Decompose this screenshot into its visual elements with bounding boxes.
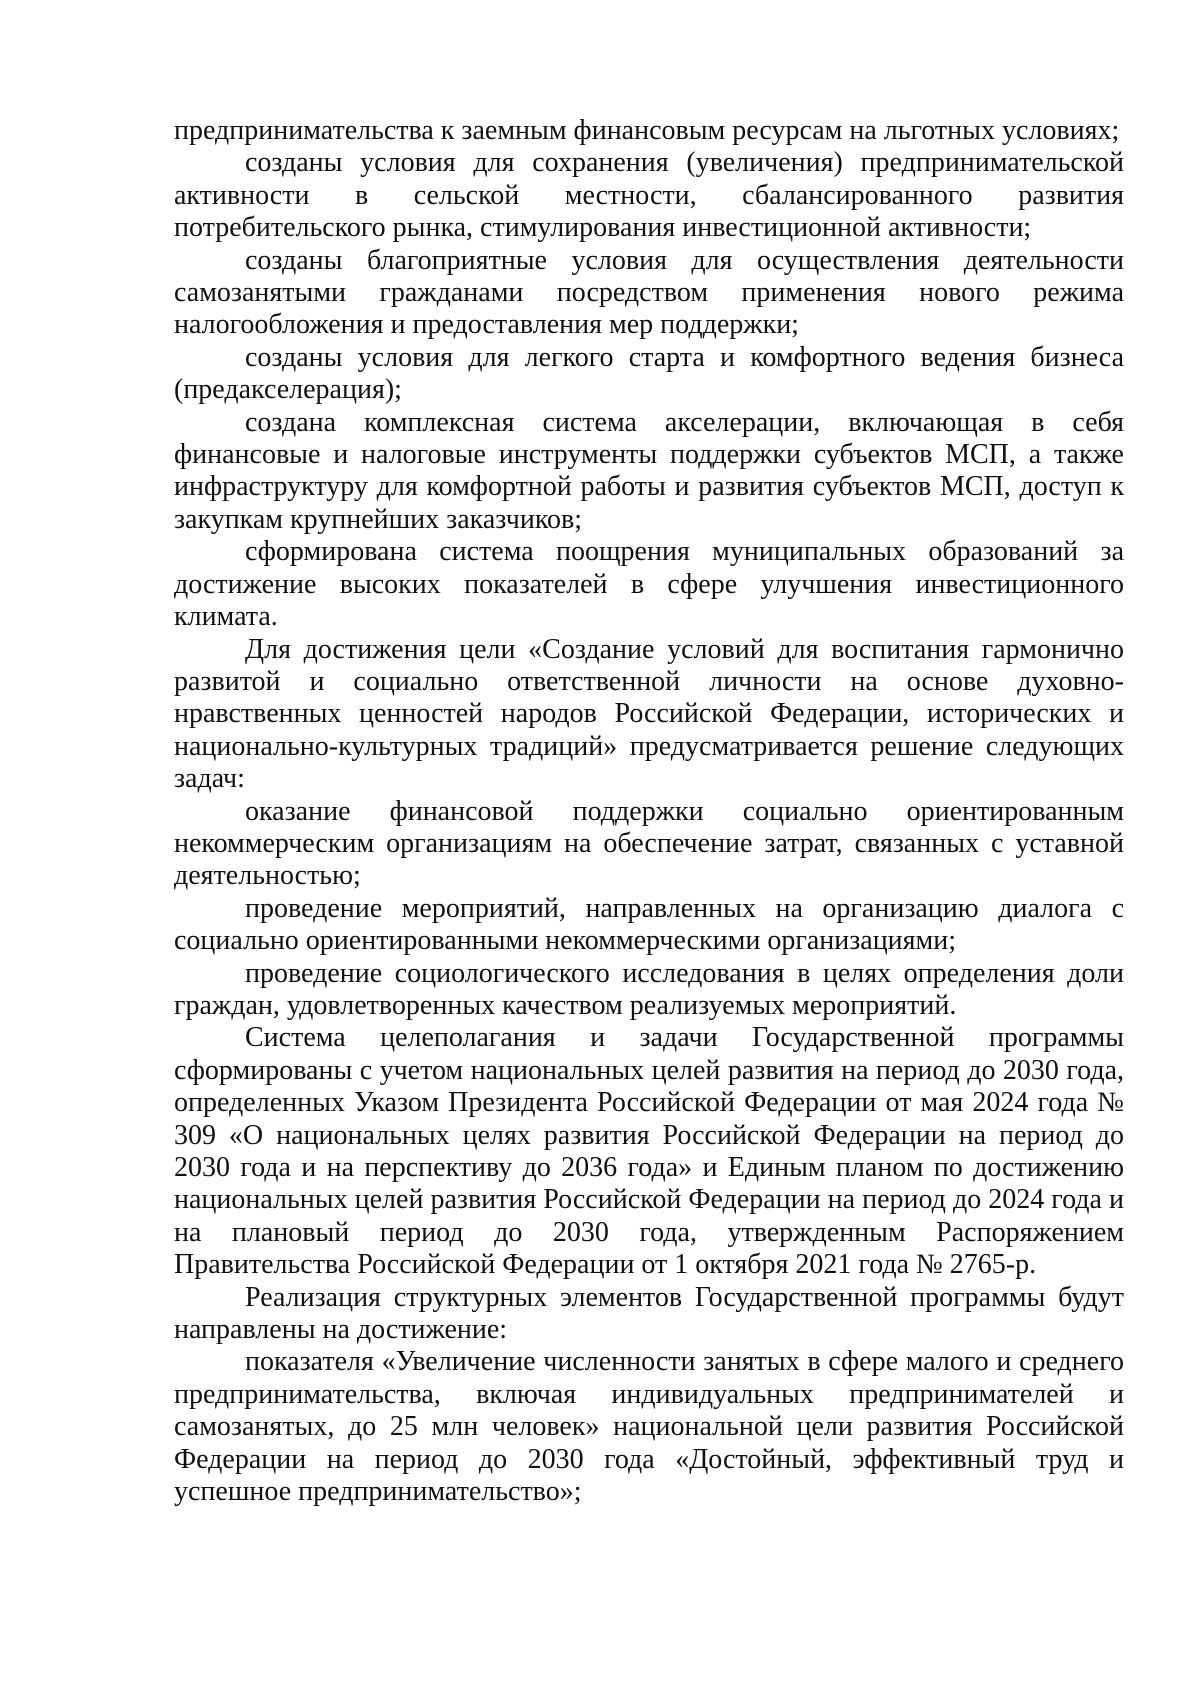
paragraph: оказание финансовой поддержки социально ориентированным некоммерческим организациям на обеспечение затрат, связанных с уставной деятельностью; (174, 795, 1124, 892)
paragraph: созданы условия для легкого старта и комфортного ведения бизнеса (предакселерация); (174, 341, 1124, 406)
paragraph: Реализация структурных элементов Государственной программы будут направлены на достижение: (174, 1281, 1124, 1346)
document-body (174, 115, 1124, 1508)
paragraph: Система целеполагания и задачи Государственной программы сформированы с учетом национальных целей развития на период до 2030 года, определенных Указом Президента Российской Федерации от мая 2024 года № 309 «О национальных целях развития Российской Федерации на период до 2030 года и на перспективу до 2036 года» и Единым планом по достижению национальных целей развития Российской Федерации на период до 2024 года и на плановый период до 2030 года, утвержденным Распоряжением Правительства Российской Федерации от 1 октября 2021 года № 2765-р. (174, 1022, 1124, 1281)
paragraph: созданы благоприятные условия для осуществления деятельности самозанятыми гражданами посредством применения нового режима налогообложения и предоставления мер поддержки; (174, 244, 1124, 341)
paragraph: проведение социологического исследования в целях определения доли граждан, удовлетворенных качеством реализуемых мероприятий. (174, 957, 1124, 1021)
paragraph: создана комплексная система акселерации, включающая в себя финансовые и налоговые инструменты поддержки субъектов МСП, а также инфраструктуру для комфортной работы и развития субъектов МСП, доступ к закупкам крупнейших заказчиков; (174, 406, 1124, 535)
paragraph: Для достижения цели «Создание условий для воспитания гармонично развитой и социально ответственной личности на основе духовно-нравственных ценностей народов Российской Федерации, исторических и национально-культурных традиций» предусматривается решение следующих задач: (174, 633, 1124, 795)
paragraph: проведение мероприятий, направленных на организацию диалога с социально ориентированными некоммерческими организациями; (174, 892, 1124, 957)
paragraph-continuation: предпринимательства к заемным финансовым ресурсам на льготных условиях; (174, 115, 1120, 146)
paragraph: показателя «Увеличение численности занятых в сфере малого и среднего предпринимательства, включая индивидуальных предпринимателей и самозанятых, до 25 млн человек» национальной цели развития Российской Федерации на период до 2030 года «Достойный, эффективный труд и успешное предпринимательство»; (174, 1346, 1124, 1508)
paragraph: созданы условия для сохранения (увеличения) предпринимательской активности в сельской местности, сбалансированного развития потребительского рынка, стимулирования инвестиционной активности; (174, 147, 1124, 244)
paragraph: сформирована система поощрения муниципальных образований за достижение высоких показателей в сфере улучшения инвестиционного климата. (174, 536, 1124, 633)
